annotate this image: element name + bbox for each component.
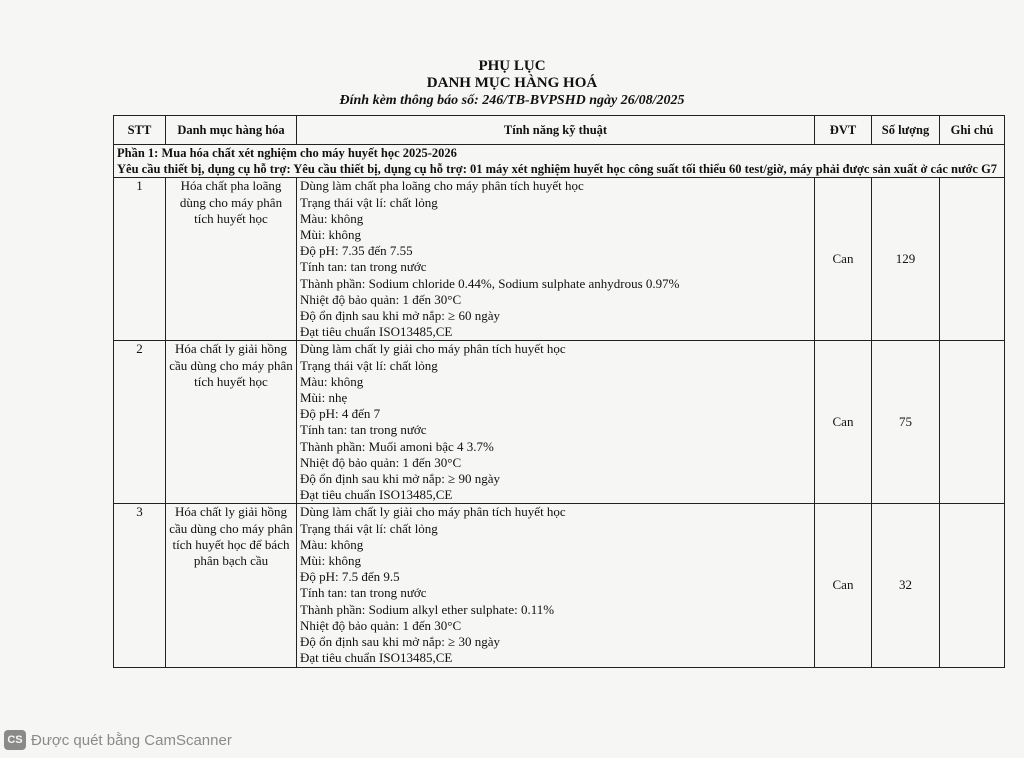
spec-line: Tính tan: tan trong nước <box>300 422 427 438</box>
spec-line: Nhiệt độ bảo quản: 1 đến 30°C <box>300 454 462 470</box>
spec-line: Độ pH: 7.5 đến 9.5 <box>300 569 400 585</box>
row-unit: Can <box>815 504 872 667</box>
col-header-name: Danh mục hàng hóa <box>166 116 297 145</box>
spec-line: Đạt tiêu chuẩn ISO13485,CE <box>300 650 453 666</box>
row-note <box>940 504 1005 667</box>
spec-line: Mùi: không <box>300 553 362 569</box>
attachment-reference: Đính kèm thông báo số: 246/TB-BVPSHD ngày 26/08/2025 <box>339 93 685 108</box>
spec-line: Màu: không <box>300 210 364 226</box>
spec-line: Độ pH: 4 đến 7 <box>300 406 381 422</box>
section-row <box>114 145 1005 178</box>
table-row <box>114 341 1005 504</box>
row-unit: Can <box>815 178 872 341</box>
row-item-name: Hóa chất ly giải hồng cầu dùng cho máy phân tích huyết học <box>166 341 297 504</box>
table-header-row <box>114 116 1005 145</box>
spec-line: Đạt tiêu chuẩn ISO13485,CE <box>300 324 453 340</box>
appendix-title: PHỤ LỤC <box>478 58 546 74</box>
spec-line: Trạng thái vật lí: chất lỏng <box>300 194 438 210</box>
table-row <box>114 178 1005 341</box>
section-cell <box>114 145 1005 178</box>
table-row <box>114 504 1005 667</box>
spec-line: Độ ổn định sau khi mở nắp: ≥ 60 ngày <box>300 308 500 324</box>
row-quantity: 32 <box>872 504 940 667</box>
goods-table <box>113 115 1005 668</box>
col-header-note: Ghi chú <box>940 116 1005 145</box>
row-specs <box>297 504 815 667</box>
row-item-name: Hóa chất pha loãng dùng cho máy phân tích huyết học <box>166 178 297 341</box>
spec-line: Độ ổn định sau khi mở nắp: ≥ 30 ngày <box>300 634 500 650</box>
spec-line: Mùi: nhẹ <box>300 390 348 406</box>
spec-line: Dùng làm chất ly giải cho máy phân tích huyết học <box>300 504 566 520</box>
camscanner-watermark <box>4 730 232 750</box>
row-quantity: 129 <box>872 178 940 341</box>
spec-line: Độ ổn định sau khi mở nắp: ≥ 90 ngày <box>300 471 500 487</box>
spec-line: Màu: không <box>300 373 364 389</box>
spec-line: Màu: không <box>300 536 364 552</box>
spec-line: Tính tan: tan trong nước <box>300 259 427 275</box>
spec-line: Tính tan: tan trong nước <box>300 585 427 601</box>
row-stt: 2 <box>114 341 166 504</box>
row-note <box>940 341 1005 504</box>
spec-line: Dùng làm chất ly giải cho máy phân tích huyết học <box>300 341 566 357</box>
watermark-text: Được quét bằng CamScanner <box>31 731 232 749</box>
document-header <box>0 58 1024 109</box>
spec-line: Thành phần: Sodium chloride 0.44%, Sodium sulphate anhydrous 0.97% <box>300 275 680 291</box>
section-requirement: Yêu cầu thiết bị, dụng cụ hỗ trợ: Yêu cầu thiết bị, dụng cụ hỗ trợ: 01 máy xét nghiệm huyết học công suất tối thiểu 60 test/giờ, máy phải được sản xuất ở các nước G7 <box>117 162 998 177</box>
spec-line: Dùng làm chất pha loãng cho máy phân tích huyết học <box>300 178 584 194</box>
row-item-name: Hóa chất ly giải hồng cầu dùng cho máy phân tích huyết học để bách phân bạch cầu <box>166 504 297 667</box>
row-specs <box>297 341 815 504</box>
col-header-qty: Số lượng <box>872 116 940 145</box>
list-title: DANH MỤC HÀNG HOÁ <box>426 75 598 91</box>
spec-line: Nhiệt độ bảo quản: 1 đến 30°C <box>300 617 462 633</box>
col-header-spec: Tính năng kỹ thuật <box>297 116 815 145</box>
col-header-unit: ĐVT <box>815 116 872 145</box>
spec-line: Thành phần: Muối amoni bậc 4 3.7% <box>300 438 494 454</box>
row-specs <box>297 178 815 341</box>
row-unit: Can <box>815 341 872 504</box>
row-note <box>940 178 1005 341</box>
row-quantity: 75 <box>872 341 940 504</box>
spec-line: Trạng thái vật lí: chất lỏng <box>300 357 438 373</box>
spec-line: Mùi: không <box>300 227 362 243</box>
row-stt: 1 <box>114 178 166 341</box>
spec-line: Độ pH: 7.35 đến 7.55 <box>300 243 413 259</box>
spec-line: Trạng thái vật lí: chất lỏng <box>300 520 438 536</box>
camscanner-logo-icon: CS <box>4 730 26 750</box>
col-header-stt: STT <box>114 116 166 145</box>
row-stt: 3 <box>114 504 166 667</box>
spec-line: Đạt tiêu chuẩn ISO13485,CE <box>300 487 453 503</box>
spec-line: Thành phần: Sodium alkyl ether sulphate: 0.11% <box>300 601 555 617</box>
spec-line: Nhiệt độ bảo quản: 1 đến 30°C <box>300 291 462 307</box>
section-title: Phần 1: Mua hóa chất xét nghiệm cho máy huyết học 2025-2026 <box>117 146 457 160</box>
